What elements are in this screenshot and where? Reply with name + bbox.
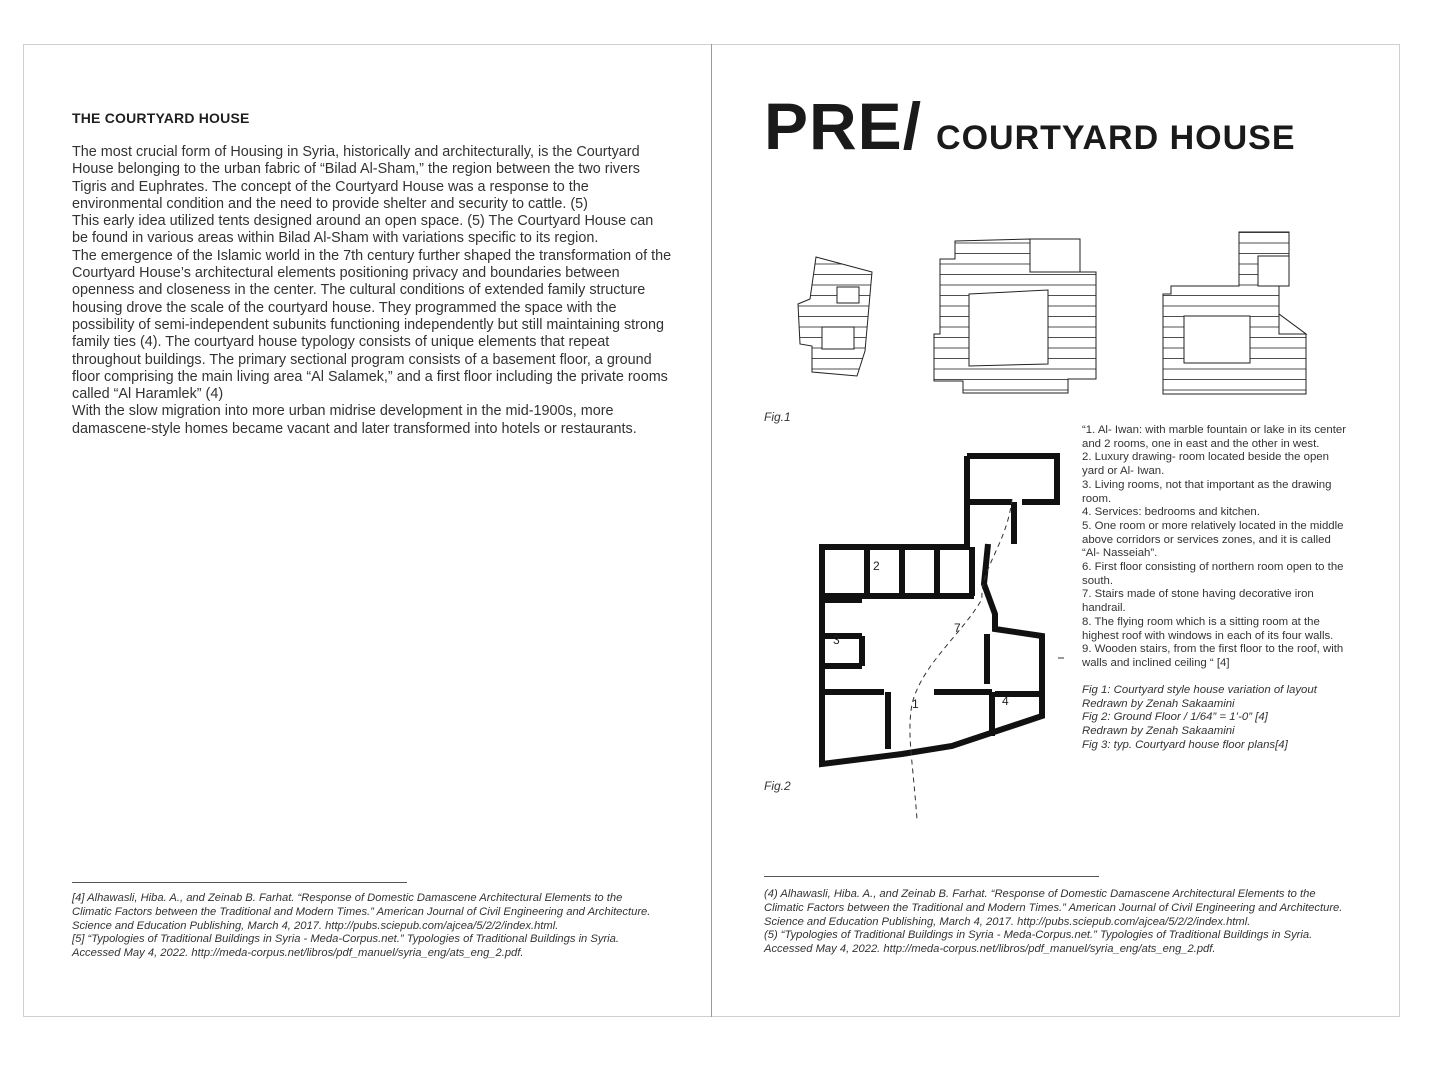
- plan-number-4: 4: [1002, 694, 1009, 708]
- caption-line: Redrawn by Zenah Sakaamini: [1082, 725, 1235, 738]
- legend-item: 9. Wooden stairs, from the first floor to the roof, with walls and inclined ceiling “ [4]: [1082, 643, 1344, 669]
- plan-variation-large: [1163, 232, 1306, 394]
- section-heading: THE COURTYARD HOUSE: [72, 110, 250, 126]
- legend-item: 4. Services: bedrooms and kitchen.: [1082, 506, 1260, 519]
- fig1-layout-variations: [712, 44, 1400, 404]
- plan-number-2: 2: [873, 559, 880, 573]
- body-paragraph: This early idea utilized tents designed around an open space. (5) The Courtyard House can be found in various areas within Bilad Al-Sham with variations specific to its region.: [72, 213, 654, 247]
- plan-windows: [832, 469, 1030, 744]
- fig2-label: Fig.2: [764, 779, 791, 793]
- legend-item: 7. Stairs made of stone having decorative iron handrail.: [1082, 588, 1314, 615]
- figure-captions: [1082, 684, 1347, 753]
- caption-line: Fig 1: Courtyard style house variation of layout: [1082, 684, 1317, 696]
- footnote-rule: [764, 876, 1099, 877]
- plan-number-3: 3: [833, 633, 840, 647]
- body-paragraph: The most crucial form of Housing in Syria, historically and architecturally, is the Courtyard House belonging to the urban fabric of “Bilad Al-Sham,” the region between the two rivers Tigris and Euphrates. The concept of the Courtyard House was a response to the environmental condition and the need to provide shelter and security to cattle. (5): [72, 144, 640, 212]
- legend-item: 3. Living rooms, not that important as the drawing room.: [1082, 478, 1332, 505]
- legend-item: 8. The flying room which is a sitting room at the highest roof with windows in each of its four walls.: [1082, 615, 1334, 642]
- caption-line: Fig 3: typ. Courtyard house floor plans[4]: [1082, 738, 1288, 751]
- body-paragraph: With the slow migration into more urban midrise development in the mid-1900s, more damascene-style homes became vacant and later transformed into hotels or restaurants.: [72, 403, 637, 437]
- left-page: [23, 44, 711, 1017]
- title-prefix: PRE/: [764, 89, 923, 163]
- body-text: [72, 144, 672, 438]
- plan-variation-medium: [934, 239, 1096, 393]
- plan-number-1: 1: [912, 697, 919, 711]
- plan-variation-small: [798, 257, 872, 376]
- footnote-rule: [72, 882, 407, 883]
- legend-item: 6. First floor consisting of northern room open to the south.: [1082, 561, 1344, 587]
- plan-walls: [822, 456, 1057, 764]
- footnote: (4) Alhawasli, Hiba. A., and Zeinab B. Farhat. “Response of Domestic Damascene Architectural Elements to the Climatic Factors between the Traditional and Modern Times.” American Journal of Civil Engineering and Architecture. Science and Education Publishing, March 4, 2017. http://pubs.sciepub.com/ajcea/5/2/2/index.html.: [764, 888, 1343, 928]
- fig1-label: Fig.1: [764, 410, 791, 424]
- legend-item: 5. One room or more relatively located in the middle above corridors or services zones, and it is called “Al- Nasseiah”.: [1082, 519, 1344, 560]
- caption-line: Redrawn by Zenah Sakaamini: [1082, 697, 1235, 710]
- plan-legend: [1082, 424, 1347, 671]
- footnotes: [764, 888, 1354, 957]
- plan-number-7: 7: [954, 621, 961, 635]
- title-suffix: COURTYARD HOUSE: [936, 119, 1296, 157]
- footnotes: [72, 892, 662, 961]
- legend-item: 2. Luxury drawing- room located beside the open yard or Al- Iwan.: [1082, 451, 1329, 478]
- legend-item: “1. Al- Iwan: with marble fountain or lake in its center and 2 rooms, one in east and the other in west.: [1082, 424, 1347, 450]
- right-page: [712, 44, 1400, 1017]
- footnote: [5] “Typologies of Traditional Buildings in Syria - Meda-Corpus.net.” Typologies of Traditional Buildings in Syria. Accessed May 4, 2022. http://meda-corpus.net/libros/pdf_manuel/syria_eng/ats_eng_2.pdf.: [72, 933, 619, 960]
- caption-line: Fig 2: Ground Floor / 1/64” = 1’-0” [4]: [1082, 711, 1268, 724]
- footnote: (5) “Typologies of Traditional Buildings in Syria - Meda-Corpus.net.” Typologies of Traditional Buildings in Syria. Accessed May 4, 2022. http://meda-corpus.net/libros/pdf_manuel/syria_eng/ats_eng_2.pdf.: [764, 929, 1313, 956]
- body-paragraph: The emergence of the Islamic world in the 7th century further shaped the transformation of the Courtyard House’s architectural elements positioning privacy and boundaries between openness and closeness in the center. The cultural conditions of extended family structure housing drove the scale of the courtyard house. They programmed the space with the possibility of semi-independent subunits functioning independently but still maintaining strong family ties (4). The courtyard house typology consists of unique elements that repeat throughout buildings. The primary sectional program consists of a basement floor, a ground floor comprising the main living area “Al Salamek,” and a first floor including the private rooms called “Al Haramlek” (4): [72, 247, 672, 403]
- footnote: [4] Alhawasli, Hiba. A., and Zeinab B. Farhat. “Response of Domestic Damascene Architectural Elements to the Climatic Factors between the Traditional and Modern Times.” American Journal of Civil Engineering and Architecture. Science and Education Publishing, March 4, 2017. http://pubs.sciepub.com/ajcea/5/2/2/index.html.: [72, 892, 651, 932]
